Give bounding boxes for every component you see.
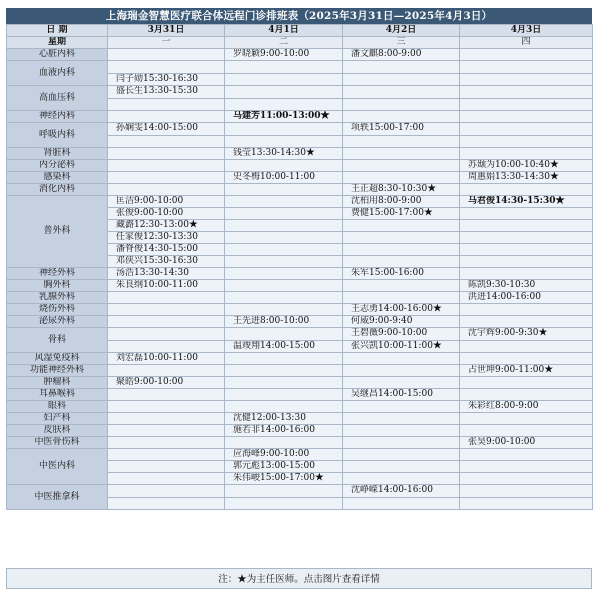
row-shaoshang: [7, 304, 593, 316]
footnote[interactable]: 注：★为主任医师。点击图片查看详情: [6, 568, 592, 589]
slot-empty: [108, 61, 225, 74]
row-erbi: [7, 389, 593, 401]
row-shenzang: [7, 148, 593, 160]
slot-empty: [460, 473, 593, 485]
slot-cell[interactable]: 马君俊14:30-15:30★: [460, 196, 593, 208]
row-gaoxueya: [7, 86, 593, 99]
slot-empty: [460, 61, 593, 74]
slot-cell[interactable]: 匡洁9:00-10:00: [108, 196, 225, 208]
row-xueye: [7, 61, 593, 74]
dept-cell: 泌尿外科: [7, 316, 108, 328]
slot-empty: [225, 389, 343, 401]
dept-cell: 妇产科: [7, 413, 108, 425]
slot-empty: [343, 401, 460, 413]
slot-empty: [343, 172, 460, 184]
slot-empty: [460, 377, 593, 389]
slot-cell[interactable]: 沈柏用8:00-9:00: [343, 196, 460, 208]
slot-empty: [225, 61, 343, 74]
slot-cell[interactable]: 张兴凯10:00-11:00★: [343, 340, 460, 353]
row-zhongliu: [7, 377, 593, 389]
row-xiongwai: [7, 280, 593, 292]
dept-cell: 胸外科: [7, 280, 108, 292]
dept-cell: 肿瘤科: [7, 377, 108, 389]
slot-empty: [108, 449, 225, 461]
slot-cell[interactable]: 沈峥嵘14:00-16:00: [343, 485, 460, 498]
dept-cell: 中医内科: [7, 449, 108, 485]
slot-empty: [343, 461, 460, 473]
dept-cell: 肾脏科: [7, 148, 108, 160]
slot-cell[interactable]: 王碧薇9:00-10:00: [343, 328, 460, 341]
slot-empty: [225, 304, 343, 316]
slot-cell[interactable]: 钱莹13:30-14:30★: [225, 148, 343, 160]
slot-empty: [108, 49, 225, 61]
slot-empty: [343, 413, 460, 425]
dept-cell: 耳鼻喉科: [7, 389, 108, 401]
slot-empty: [343, 148, 460, 160]
dept-cell: 功能神经外科: [7, 365, 108, 377]
slot-empty: [460, 49, 593, 61]
slot-cell[interactable]: 潘文麒8:00-9:00: [343, 49, 460, 61]
slot-empty: [343, 437, 460, 449]
slot-empty: [108, 184, 225, 196]
row-puwai-a: [7, 196, 593, 208]
slot-empty: [460, 304, 593, 316]
slot-empty: [343, 232, 460, 244]
slot-empty: [108, 425, 225, 437]
week-thu: 四: [460, 37, 593, 49]
slot-cell[interactable]: 应海峰9:00-10:00: [225, 449, 343, 461]
week-mon: 一: [108, 37, 225, 49]
row-zhongyinei-a: [7, 449, 593, 461]
slot-empty: [225, 280, 343, 292]
week-label: 星期: [7, 37, 108, 49]
slot-cell[interactable]: 沈健12:00-13:30: [225, 413, 343, 425]
slot-empty: [460, 425, 593, 437]
slot-empty: [460, 256, 593, 268]
slot-empty: [108, 389, 225, 401]
dept-cell: 烧伤外科: [7, 304, 108, 316]
slot-empty: [108, 304, 225, 316]
date-thu: 4月3日: [460, 25, 593, 37]
schedule-table: [6, 24, 593, 510]
slot-empty: [343, 86, 460, 99]
slot-empty: [460, 135, 593, 148]
date-wed: 4月2日: [343, 25, 460, 37]
slot-empty: [108, 461, 225, 473]
dept-cell: 骨科: [7, 328, 108, 353]
slot-empty: [225, 135, 343, 148]
slot-empty: [108, 111, 225, 123]
slot-empty: [460, 184, 593, 196]
slot-empty: [225, 244, 343, 256]
slot-cell[interactable]: 王先进8:00-10:00: [225, 316, 343, 328]
slot-empty: [460, 485, 593, 498]
slot-cell[interactable]: 邓侠兴15:30-16:30: [108, 256, 225, 268]
slot-cell[interactable]: 罗晓颖9:00-10:00: [225, 49, 343, 61]
dept-cell: 风湿免疫科: [7, 353, 108, 365]
slot-empty: [343, 425, 460, 437]
slot-cell[interactable]: 孙娴雯14:00-15:00: [108, 123, 225, 136]
row-zhongyigu: [7, 437, 593, 449]
dept-cell: 皮肤科: [7, 425, 108, 437]
slot-empty: [225, 208, 343, 220]
row-zhongyituina-a: [7, 485, 593, 498]
row-ganran: [7, 172, 593, 184]
slot-empty: [343, 292, 460, 304]
slot-cell[interactable]: 沈宇辉9:00-9:30★: [460, 328, 593, 341]
slot-empty: [108, 473, 225, 485]
slot-empty: [343, 365, 460, 377]
slot-empty: [225, 256, 343, 268]
slot-empty: [225, 160, 343, 172]
slot-empty: [108, 148, 225, 160]
row-shenjingnei: [7, 111, 593, 123]
date-label: 日 期: [7, 25, 108, 37]
slot-empty: [343, 61, 460, 74]
slot-empty: [343, 256, 460, 268]
slot-cell[interactable]: 汤浩13:30-14:30: [108, 268, 225, 280]
slot-cell[interactable]: 项轶15:00-17:00: [343, 123, 460, 136]
slot-cell[interactable]: 费健15:00-17:00★: [343, 208, 460, 220]
dept-cell: 中医推拿科: [7, 485, 108, 510]
slot-cell[interactable]: 任家俊12:30-13:30: [108, 232, 225, 244]
row-guke-a: [7, 328, 593, 341]
slot-cell[interactable]: 张俊9:00-10:00: [108, 208, 225, 220]
row-pifu: [7, 425, 593, 437]
row-xinzang: [7, 49, 593, 61]
slot-cell[interactable]: 盛长生13:30-15:30: [108, 86, 225, 99]
slot-cell[interactable]: 王正超8:30-10:30★: [343, 184, 460, 196]
date-tue: 4月1日: [225, 25, 343, 37]
slot-empty: [108, 485, 225, 498]
week-tue: 二: [225, 37, 343, 49]
row-gongneng: [7, 365, 593, 377]
slot-empty: [108, 437, 225, 449]
date-row: [7, 25, 593, 37]
slot-empty: [343, 98, 460, 111]
slot-cell[interactable]: 朱伟峻15:00-17:00★: [225, 473, 343, 485]
slot-empty: [343, 135, 460, 148]
week-row: [7, 37, 593, 49]
slot-empty: [460, 244, 593, 256]
slot-cell[interactable]: 朱良纲10:00-11:00: [108, 280, 225, 292]
slot-empty: [108, 160, 225, 172]
slot-empty: [460, 111, 593, 123]
dept-cell: 中医骨伤科: [7, 437, 108, 449]
week-wed: 三: [343, 37, 460, 49]
slot-empty: [225, 365, 343, 377]
slot-cell[interactable]: 周惠娟13:30-14:30★: [460, 172, 593, 184]
slot-empty: [225, 292, 343, 304]
dept-cell: 血液内科: [7, 61, 108, 86]
row-xiaohua: [7, 184, 593, 196]
row-yanke: [7, 401, 593, 413]
slot-empty: [460, 73, 593, 86]
slot-empty: [108, 135, 225, 148]
slot-cell[interactable]: 聚皓9:00-10:00: [108, 377, 225, 389]
slot-empty: [225, 437, 343, 449]
slot-empty: [460, 268, 593, 280]
slot-empty: [225, 485, 343, 498]
dept-cell: 呼吸内科: [7, 123, 108, 148]
row-miniao: [7, 316, 593, 328]
slot-empty: [343, 449, 460, 461]
slot-empty: [343, 280, 460, 292]
slot-empty: [108, 401, 225, 413]
row-ruxian: [7, 292, 593, 304]
slot-cell[interactable]: 吴继昌14:00-15:00: [343, 389, 460, 401]
row-fuchan: [7, 413, 593, 425]
slot-empty: [225, 401, 343, 413]
slot-empty: [225, 497, 343, 510]
slot-empty: [460, 413, 593, 425]
slot-empty: [225, 184, 343, 196]
slot-empty: [225, 86, 343, 99]
slot-empty: [225, 98, 343, 111]
slot-cell[interactable]: 闫子勋15:30-16:30: [108, 73, 225, 86]
dept-cell: 眼科: [7, 401, 108, 413]
slot-cell[interactable]: 朱军15:00-16:00: [343, 268, 460, 280]
slot-empty: [225, 220, 343, 232]
slot-empty: [225, 353, 343, 365]
slot-empty: [460, 340, 593, 353]
slot-empty: [460, 232, 593, 244]
slot-cell[interactable]: 马建芳11:00-13:00★: [225, 111, 343, 123]
dept-cell: 内分泌科: [7, 160, 108, 172]
slot-empty: [343, 473, 460, 485]
slot-cell[interactable]: 洪进14:00-16:00: [460, 292, 593, 304]
slot-cell[interactable]: 郭元彪13:00-15:00: [225, 461, 343, 473]
dept-cell: 普外科: [7, 196, 108, 268]
slot-empty: [225, 268, 343, 280]
slot-empty: [460, 316, 593, 328]
slot-cell[interactable]: 苏颋为10:00-10:40★: [460, 160, 593, 172]
slot-empty: [343, 244, 460, 256]
slot-cell[interactable]: 藏潞12:30-13:00★: [108, 220, 225, 232]
dept-cell: 神经内科: [7, 111, 108, 123]
schedule-sheet: [6, 8, 592, 585]
slot-empty: [108, 172, 225, 184]
slot-empty: [460, 461, 593, 473]
dept-cell: 高血压科: [7, 86, 108, 111]
slot-empty: [225, 232, 343, 244]
slot-empty: [343, 497, 460, 510]
slot-cell[interactable]: 刘宏磊10:00-11:00: [108, 353, 225, 365]
slot-empty: [225, 328, 343, 341]
slot-cell[interactable]: 潘脊俊14:30-15:00: [108, 244, 225, 256]
slot-empty: [343, 73, 460, 86]
slot-empty: [108, 340, 225, 353]
date-mon: 3月31日: [108, 25, 225, 37]
slot-cell[interactable]: 何威9:00-9:40: [343, 316, 460, 328]
slot-empty: [460, 389, 593, 401]
slot-empty: [225, 196, 343, 208]
slot-empty: [343, 353, 460, 365]
schedule-title: 上海瑞金智慧医疗联合体远程门诊排班表（2025年3月31日—2025年4月3日）: [6, 8, 592, 24]
slot-empty: [343, 111, 460, 123]
slot-cell[interactable]: 温竣翔14:00-15:00: [225, 340, 343, 353]
dept-cell: 心脏内科: [7, 49, 108, 61]
slot-empty: [460, 86, 593, 99]
slot-cell[interactable]: 史冬梅10:00-11:00: [225, 172, 343, 184]
slot-empty: [225, 73, 343, 86]
slot-empty: [108, 328, 225, 341]
row-huxi: [7, 123, 593, 136]
slot-cell[interactable]: 施若非14:00-16:00: [225, 425, 343, 437]
slot-empty: [460, 353, 593, 365]
slot-empty: [225, 123, 343, 136]
slot-empty: [460, 123, 593, 136]
slot-empty: [108, 413, 225, 425]
slot-empty: [343, 377, 460, 389]
slot-empty: [108, 98, 225, 111]
slot-empty: [460, 148, 593, 160]
slot-cell[interactable]: 朱彩红8:00-9:00: [460, 401, 593, 413]
slot-empty: [343, 220, 460, 232]
slot-empty: [460, 98, 593, 111]
row-fengshi: [7, 353, 593, 365]
slot-empty: [108, 365, 225, 377]
slot-cell[interactable]: 张昊9:00-10:00: [460, 437, 593, 449]
slot-empty: [460, 497, 593, 510]
slot-empty: [108, 292, 225, 304]
slot-empty: [460, 449, 593, 461]
row-neifenmi: [7, 160, 593, 172]
slot-empty: [460, 208, 593, 220]
dept-cell: 神经外科: [7, 268, 108, 280]
slot-cell[interactable]: 王志勇14:00-16:00★: [343, 304, 460, 316]
dept-cell: 消化内科: [7, 184, 108, 196]
slot-empty: [225, 377, 343, 389]
slot-empty: [460, 220, 593, 232]
row-shenjingwai: [7, 268, 593, 280]
slot-cell[interactable]: 陈凯9:30-10:30: [460, 280, 593, 292]
dept-cell: 乳腺外科: [7, 292, 108, 304]
slot-empty: [343, 160, 460, 172]
slot-empty: [108, 316, 225, 328]
dept-cell: 感染科: [7, 172, 108, 184]
slot-cell[interactable]: 占世坤9:00-11:00★: [460, 365, 593, 377]
slot-empty: [108, 497, 225, 510]
